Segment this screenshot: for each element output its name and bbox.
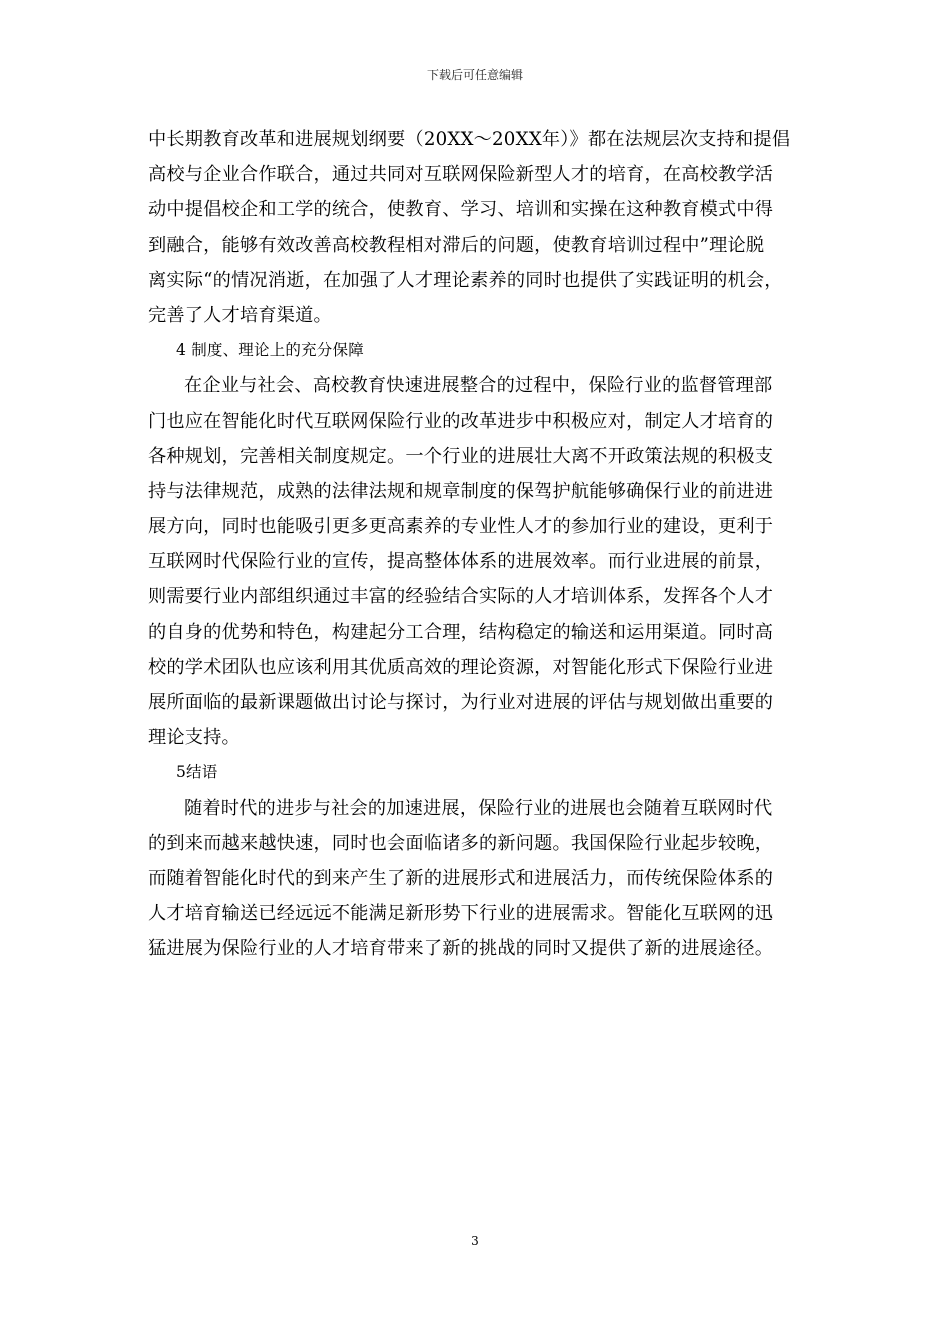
page-number: 3	[471, 1234, 479, 1248]
paragraph-line: 则需要行业内部组织通过丰富的经验结合实际的人才培训体系，发挥各个人才	[148, 586, 774, 608]
paragraph-line: 理论支持。	[148, 727, 240, 749]
section-heading: 4 制度、理论上的充分保障	[176, 341, 364, 360]
paragraph-line: 各种规划，完善相关制度规定。一个行业的进展壮大离不开政策法规的积极支	[148, 445, 774, 467]
paragraph-line: 展方向，同时也能吸引更多更高素养的专业性人才的参加行业的建设，更利于	[148, 516, 774, 538]
paragraph-line: 到融合，能够有效改善高校教程相对滞后的问题，使教育培训过程中”理论脱	[148, 234, 765, 256]
paragraph-line: 在企业与社会、高校教育快速进展整合的过程中，保险行业的监督管理部	[184, 375, 773, 397]
paragraph-line: 猛进展为保险行业的人才培育带来了新的挑战的同时又提供了新的进展途径。	[148, 938, 774, 960]
paragraph-line: 人才培育输送已经远远不能满足新形势下行业的进展需求。智能化互联网的迅	[148, 903, 774, 925]
paragraph-line: 高校与企业合作联合，通过共同对互联网保险新型人才的培育，在高校教学活	[148, 164, 774, 186]
paragraph-line: 互联网时代保险行业的宣传，提高整体体系的进展效率。而行业进展的前景，	[148, 551, 774, 573]
paragraph-line: 持与法律规范，成熟的法律法规和规章制度的保驾护航能够确保行业的前进进	[148, 480, 774, 502]
paragraph-line: 而随着智能化时代的到来产生了新的进展形式和进展活力，而传统保险体系的	[148, 867, 774, 889]
paragraph-line: 动中提倡校企和工学的统合，使教育、学习、培训和实操在这种教育模式中得	[148, 199, 774, 221]
paragraph-line: 门也应在智能化时代互联网保险行业的改革进步中积极应对，制定人才培育的	[148, 410, 774, 432]
paragraph-line: 中长期教育改革和进展规划纲要（20XX～20XX年）》都在法规层次支持和提倡	[148, 129, 791, 150]
document-body	[148, 122, 820, 967]
page-header: 下载后可任意编辑	[426, 68, 523, 82]
paragraph-line: 校的学术团队也应该利用其优质高效的理论资源，对智能化形式下保险行业进	[148, 656, 774, 678]
paragraph-line: 离实际“的情况消逝，在加强了人才理论素养的同时也提供了实践证明的机会，	[148, 269, 783, 291]
paragraph-line: 的自身的优势和特色，构建起分工合理，结构稳定的输送和运用渠道。同时高	[148, 621, 774, 643]
paragraph-line: 的到来而越来越快速，同时也会面临诸多的新问题。我国保险行业起步较晚，	[148, 832, 774, 854]
section-heading: 5结语	[176, 763, 218, 782]
paragraph-line: 完善了人才培育渠道。	[148, 304, 332, 326]
paragraph-line: 展所面临的最新课题做出讨论与探讨，为行业对进展的评估与规划做出重要的	[148, 692, 774, 713]
paragraph-line: 随着时代的进步与社会的加速进展，保险行业的进展也会随着互联网时代	[184, 797, 773, 819]
